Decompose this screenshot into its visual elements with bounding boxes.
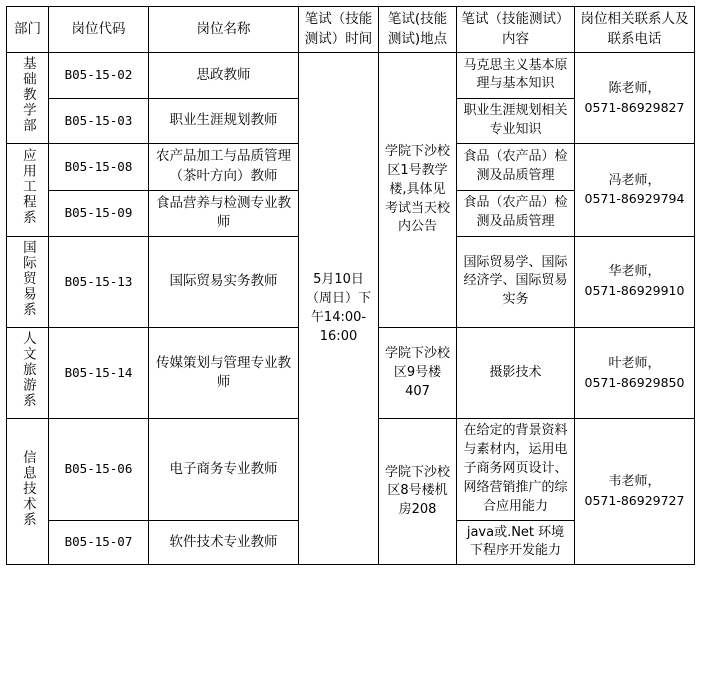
header-contact: 岗位相关联系人及联系电话: [575, 7, 695, 53]
recruitment-exam-table: [6, 6, 695, 565]
contact-name: 华老师，: [608, 264, 661, 280]
job-title-cell: 食品营养与检测专业教师: [149, 190, 299, 236]
exam-place-cell: 学院下沙校区9号楼407: [379, 328, 457, 419]
contact-phone: 0571-86929827: [584, 99, 685, 115]
header-exam-content: 笔试（技能测试）内容: [457, 7, 575, 53]
exam-content-cell: 国际贸易学、国际经济学、国际贸易实务: [457, 236, 575, 327]
job-title-cell: 国际贸易实务教师: [149, 236, 299, 327]
exam-content-cell: java或.Net 环境下程序开发能力: [457, 520, 575, 565]
exam-content-cell: 摄影技术: [457, 328, 575, 419]
exam-content-cell: 在给定的背景资料与素材内，运用电子商务网页设计、网络营销推广的综合应用能力: [457, 419, 575, 520]
job-code-cell: B05-15-09: [49, 190, 149, 236]
header-exam-time: 笔试（技能测试）时间: [299, 7, 379, 53]
job-title-cell: 电子商务专业教师: [149, 419, 299, 520]
contact-cell: [575, 328, 695, 419]
header-row: [7, 7, 695, 53]
table-header: [7, 7, 695, 53]
department-cell: [7, 53, 49, 144]
contact-cell: [575, 53, 695, 144]
exam-content-cell: 食品（农产品）检测及品质管理: [457, 190, 575, 236]
contact-cell: [575, 236, 695, 327]
job-code-cell: B05-15-13: [49, 236, 149, 327]
contact-phone: 0571-86929727: [584, 493, 685, 509]
exam-content-cell: 食品（农产品）检测及品质管理: [457, 144, 575, 190]
contact-name: 叶老师，: [608, 355, 661, 371]
header-job-title: 岗位名称: [149, 7, 299, 53]
job-title-cell: 思政教师: [149, 53, 299, 99]
contact-phone: 0571-86929910: [584, 283, 685, 299]
table-row: [7, 53, 695, 99]
job-title-cell: 农产品加工与品质管理（茶叶方向）教师: [149, 144, 299, 190]
job-code-cell: B05-15-06: [49, 419, 149, 520]
job-code-cell: B05-15-07: [49, 520, 149, 565]
department-cell: [7, 236, 49, 327]
department-label: 信息技术系: [19, 449, 36, 528]
department-label: 应用工程系: [19, 147, 36, 226]
department-cell: [7, 419, 49, 565]
header-department: 部门: [7, 7, 49, 53]
exam-content-cell: 职业生涯规划相关专业知识: [457, 98, 575, 144]
exam-content-cell: 马克思主义基本原理与基本知识: [457, 53, 575, 99]
contact-name: 陈老师，: [608, 80, 661, 96]
department-label: 人文旅游系: [19, 331, 36, 409]
department-label: 基础教学部: [19, 56, 36, 134]
job-code-cell: B05-15-03: [49, 98, 149, 144]
department-cell: [7, 328, 49, 419]
contact-cell: [575, 144, 695, 236]
exam-place-cell: 学院下沙校区8号楼机房208: [379, 419, 457, 565]
job-code-cell: B05-15-02: [49, 53, 149, 99]
exam-place-cell: 学院下沙校区1号教学楼,具体见考试当天校内公告: [379, 53, 457, 328]
contact-phone: 0571-86929794: [584, 191, 685, 207]
contact-name: 韦老师，: [608, 474, 661, 490]
header-job-code: 岗位代码: [49, 7, 149, 53]
job-title-cell: 传媒策划与管理专业教师: [149, 328, 299, 419]
contact-name: 冯老师，: [608, 172, 661, 188]
header-exam-place: 笔试(技能测试)地点: [379, 7, 457, 53]
department-label: 国际贸易系: [19, 239, 36, 318]
exam-time-cell: 5月10日（周日）下午14:00-16:00: [299, 53, 379, 565]
job-title-cell: 职业生涯规划教师: [149, 98, 299, 144]
contact-phone: 0571-86929850: [584, 374, 685, 390]
department-cell: [7, 144, 49, 236]
job-code-cell: B05-15-08: [49, 144, 149, 190]
job-code-cell: B05-15-14: [49, 328, 149, 419]
contact-cell: [575, 419, 695, 565]
job-title-cell: 软件技术专业教师: [149, 520, 299, 565]
table-body: [7, 53, 695, 565]
